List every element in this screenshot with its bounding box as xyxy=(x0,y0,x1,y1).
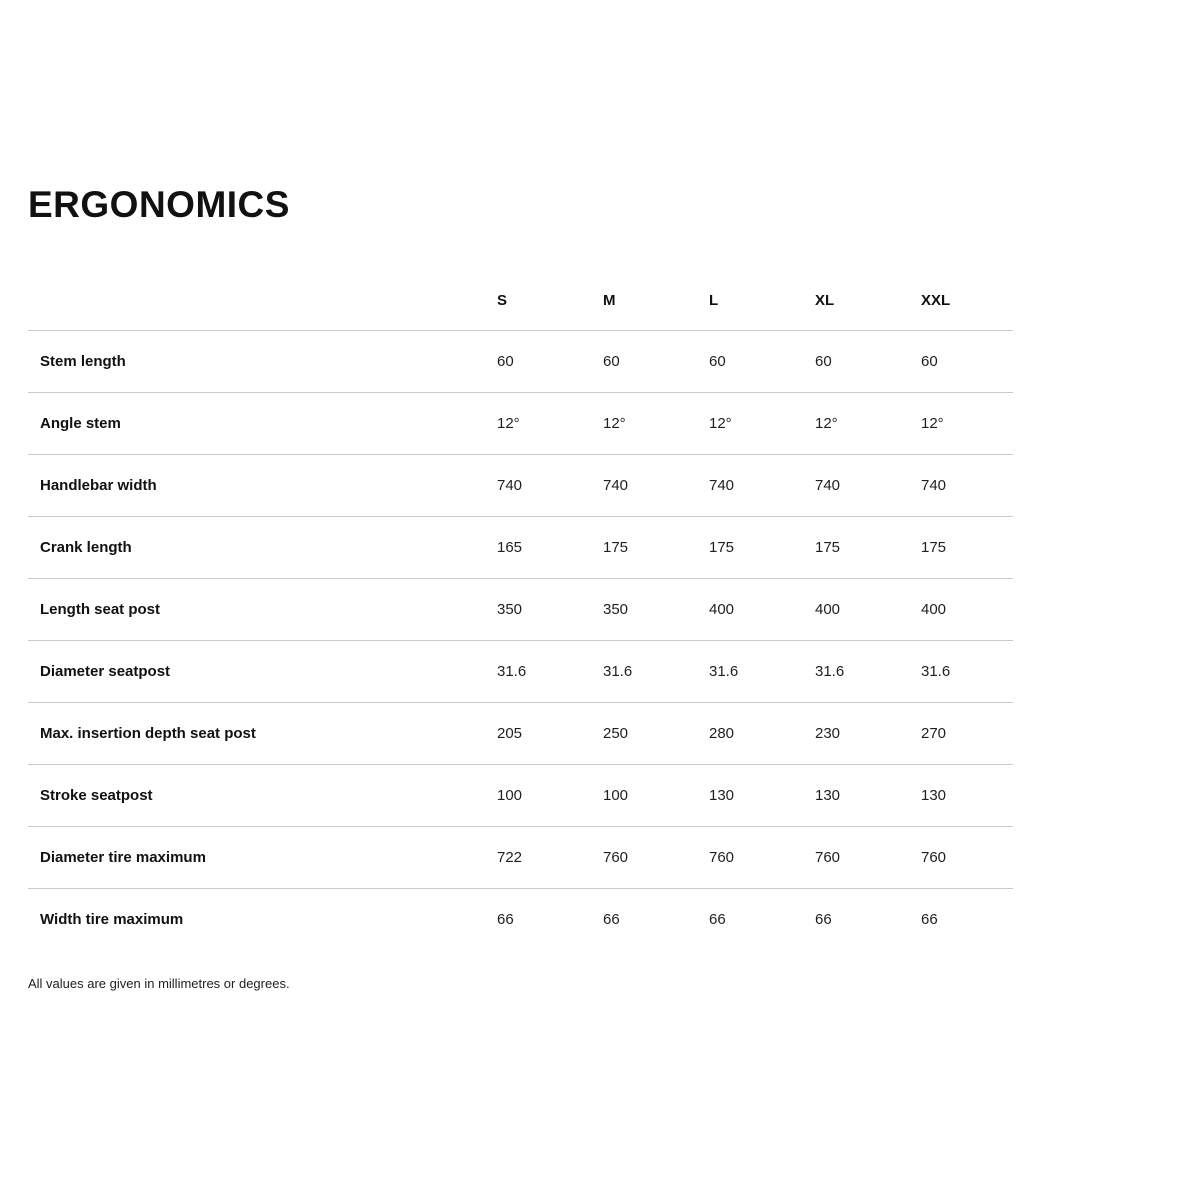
row-value: 740 xyxy=(695,455,801,517)
row-value: 60 xyxy=(907,331,1013,393)
row-value: 270 xyxy=(907,703,1013,765)
row-value: 66 xyxy=(483,889,589,951)
row-value: 60 xyxy=(483,331,589,393)
row-value: 760 xyxy=(695,827,801,889)
row-value: 31.6 xyxy=(483,641,589,703)
row-value: 175 xyxy=(907,517,1013,579)
row-value: 31.6 xyxy=(695,641,801,703)
row-label: Width tire maximum xyxy=(28,889,483,951)
row-value: 130 xyxy=(801,765,907,827)
header-spacer-cell xyxy=(28,271,483,331)
column-header-l: L xyxy=(695,271,801,331)
table-row xyxy=(28,331,1013,393)
column-header-m: M xyxy=(589,271,695,331)
row-value: 100 xyxy=(589,765,695,827)
row-value: 760 xyxy=(907,827,1013,889)
row-value: 280 xyxy=(695,703,801,765)
table-row xyxy=(28,827,1013,889)
column-header-xxl: XXL xyxy=(907,271,1013,331)
row-value: 165 xyxy=(483,517,589,579)
row-value: 66 xyxy=(589,889,695,951)
row-label: Stem length xyxy=(28,331,483,393)
row-value: 60 xyxy=(695,331,801,393)
row-label: Diameter tire maximum xyxy=(28,827,483,889)
row-value: 740 xyxy=(483,455,589,517)
row-value: 60 xyxy=(589,331,695,393)
ergonomics-table xyxy=(28,271,1013,951)
row-value: 205 xyxy=(483,703,589,765)
row-value: 400 xyxy=(695,579,801,641)
row-value: 230 xyxy=(801,703,907,765)
row-label: Crank length xyxy=(28,517,483,579)
column-header-xl: XL xyxy=(801,271,907,331)
row-value: 12° xyxy=(483,393,589,455)
row-value: 175 xyxy=(801,517,907,579)
row-value: 60 xyxy=(801,331,907,393)
row-value: 760 xyxy=(801,827,907,889)
row-value: 740 xyxy=(589,455,695,517)
table-row xyxy=(28,579,1013,641)
page-title: ERGONOMICS xyxy=(28,184,290,225)
row-value: 66 xyxy=(907,889,1013,951)
row-value: 740 xyxy=(907,455,1013,517)
row-value: 66 xyxy=(801,889,907,951)
row-value: 350 xyxy=(589,579,695,641)
row-label: Length seat post xyxy=(28,579,483,641)
row-label: Diameter seatpost xyxy=(28,641,483,703)
header-row xyxy=(28,271,1013,331)
row-value: 175 xyxy=(695,517,801,579)
row-value: 31.6 xyxy=(907,641,1013,703)
table-row xyxy=(28,703,1013,765)
table-row xyxy=(28,765,1013,827)
ergonomics-section xyxy=(28,185,1013,991)
row-value: 760 xyxy=(589,827,695,889)
footnote: All values are given in millimetres or degrees. xyxy=(28,975,290,991)
row-value: 31.6 xyxy=(801,641,907,703)
table-row xyxy=(28,455,1013,517)
column-header-s: S xyxy=(483,271,589,331)
table-body xyxy=(28,331,1013,951)
row-value: 175 xyxy=(589,517,695,579)
row-value: 130 xyxy=(695,765,801,827)
row-label: Max. insertion depth seat post xyxy=(28,703,483,765)
row-value: 130 xyxy=(907,765,1013,827)
row-value: 12° xyxy=(589,393,695,455)
table-row xyxy=(28,641,1013,703)
row-label: Handlebar width xyxy=(28,455,483,517)
table-row xyxy=(28,889,1013,951)
row-value: 66 xyxy=(695,889,801,951)
row-value: 722 xyxy=(483,827,589,889)
row-value: 740 xyxy=(801,455,907,517)
row-value: 12° xyxy=(801,393,907,455)
row-value: 350 xyxy=(483,579,589,641)
row-label: Stroke seatpost xyxy=(28,765,483,827)
table-row xyxy=(28,517,1013,579)
table-row xyxy=(28,393,1013,455)
row-value: 100 xyxy=(483,765,589,827)
row-value: 400 xyxy=(907,579,1013,641)
row-value: 31.6 xyxy=(589,641,695,703)
row-value: 12° xyxy=(907,393,1013,455)
row-label: Angle stem xyxy=(28,393,483,455)
row-value: 250 xyxy=(589,703,695,765)
row-value: 400 xyxy=(801,579,907,641)
row-value: 12° xyxy=(695,393,801,455)
